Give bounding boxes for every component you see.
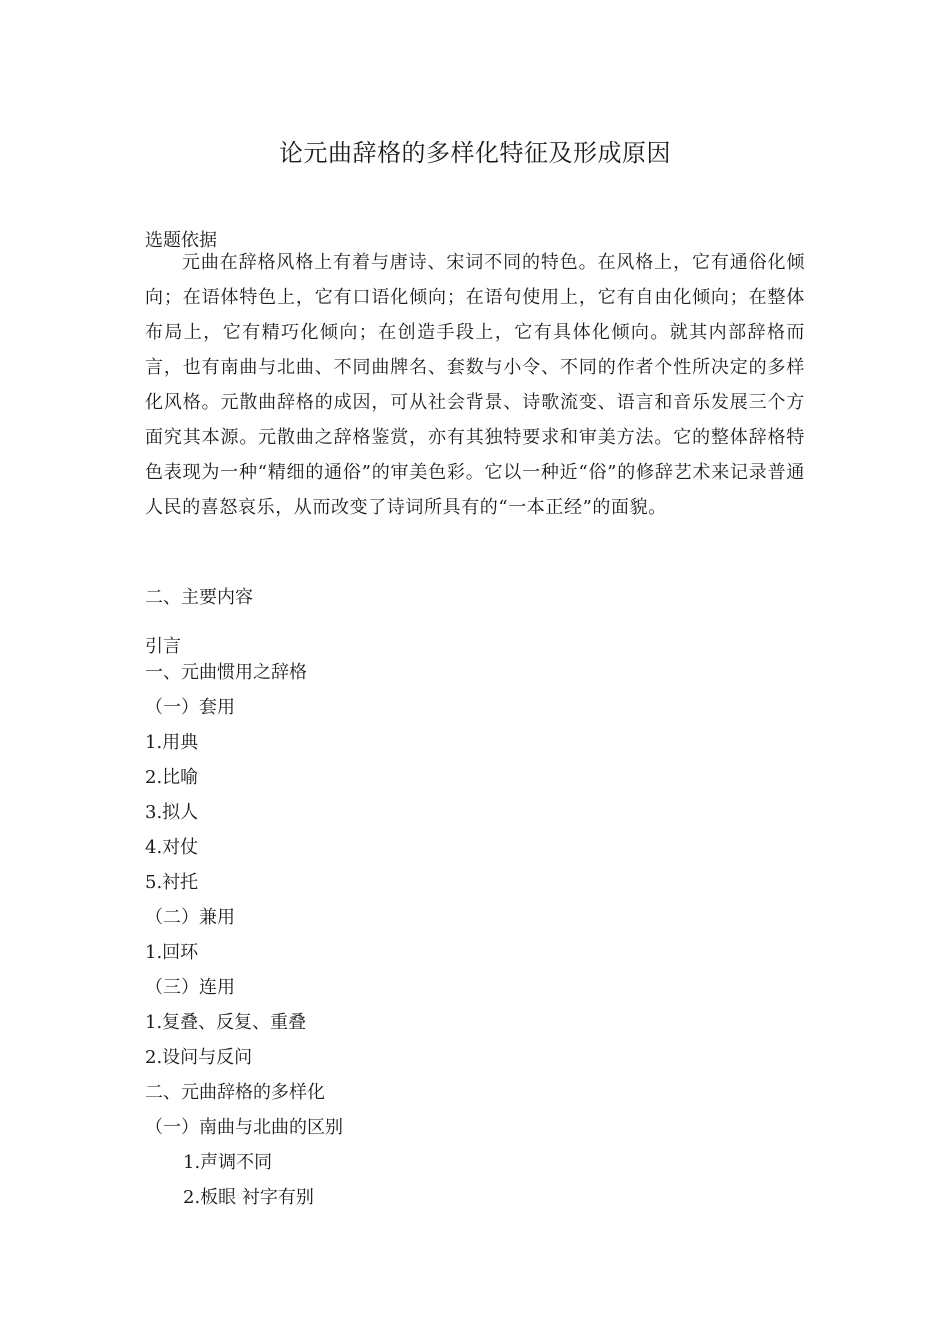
outline-item: 1.复叠、反复、重叠 <box>145 1012 307 1033</box>
outline-item-subsection: （三）连用 <box>145 977 235 998</box>
outline-item: 2.板眼 衬字有别 <box>183 1187 314 1208</box>
section-heading-main-content: 二、主要内容 <box>145 587 253 608</box>
outline-item: 1.用典 <box>145 732 199 753</box>
outline-item-introduction: 引言 <box>145 636 181 657</box>
outline-item: 1.声调不同 <box>183 1152 273 1173</box>
outline-item-subsection: （二）兼用 <box>145 907 235 928</box>
outline-item: 1.回环 <box>145 942 199 963</box>
outline-item-part-two: 二、元曲辞格的多样化 <box>145 1082 325 1103</box>
outline-item: 3.拟人 <box>145 802 199 823</box>
outline-item-subsection: （一）套用 <box>145 697 235 718</box>
outline-item-subsection: （一）南曲与北曲的区别 <box>145 1117 343 1138</box>
document-title: 论元曲辞格的多样化特征及形成原因 <box>279 139 671 167</box>
topic-basis-paragraph: 元曲在辞格风格上有着与唐诗、宋词不同的特色。在风格上，它有通俗化倾向；在语体特色上，它有口语化倾向；在语句使用上，它有自由化倾向；在整体布局上，它有精巧化倾向；在创造手段上，它有具体化倾向。就其内部辞格而言，也有南曲与北曲、不同曲牌名、套数与小令、不同的作者个性所决定的多样化风格。元散曲辞格的成因，可从社会背景、诗歌流变、语言和音乐发展三个方面究其本源。元散曲之辞格鉴赏，亦有其独特要求和审美方法。它的整体辞格特色表现为一种“精细的通俗”的审美色彩。它以一种近“俗”的修辞艺术来记录普通人民的喜怒哀乐，从而改变了诗词所具有的“一本正经”的面貌。 <box>145 252 805 518</box>
section-heading-topic-basis: 选题依据 <box>145 230 217 251</box>
outline-item: 2.比喻 <box>145 767 199 788</box>
outline-item: 5.衬托 <box>145 872 199 893</box>
outline-item-part-one: 一、元曲惯用之辞格 <box>145 662 307 683</box>
outline-item: 2.设问与反问 <box>145 1047 253 1068</box>
outline-item: 4.对仗 <box>145 837 199 858</box>
